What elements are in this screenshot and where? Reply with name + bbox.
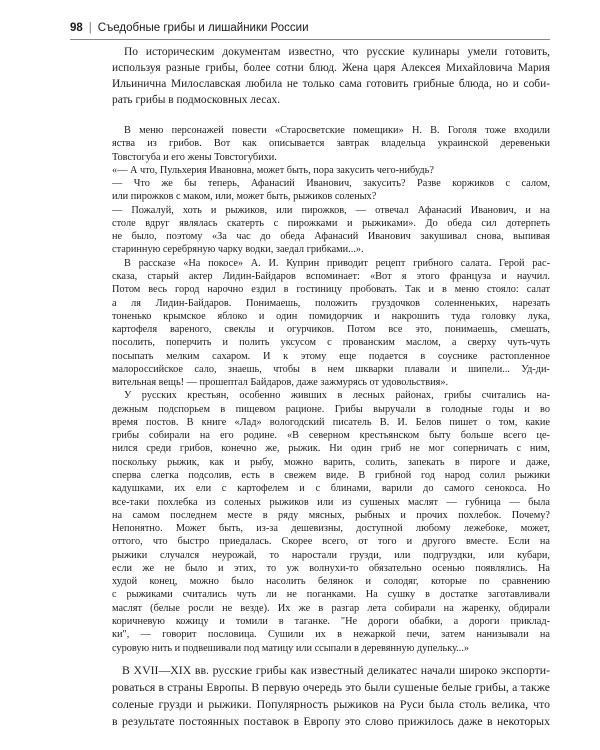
bottom-paragraph-line: в результате постоянных поставок в Европу это слово прижилось даже в некоторых	[112, 714, 550, 728]
quote-line: оттого, что быстро приедалась. Скорее всего, от того и другого вместе. Если на	[112, 536, 550, 548]
quote-line: худой конец, можно было насолить белянок и солодяг, которые по сравнению	[112, 576, 550, 588]
quote-line: вительная вещь! — прошептал Байдаров, даже зажмурясь от удовольствия».	[112, 377, 449, 389]
quote-line: коричневую кожицу и томили в таганке. "Не дороги обабки, а дороги приклад-	[112, 615, 550, 627]
quote-line: маслят (белые росли не везде). Их же в разгар лета собирали на жаренку, обдирали	[112, 602, 550, 614]
quote-line: посолить, поперчить и полить уксусом с прованским маслом, а сверху чуть-чуть	[112, 337, 550, 349]
quote-line: нился среди грибов, конечно же, рыжик. Ни один гриб не мог соперничать с ним,	[112, 443, 550, 455]
quote-line: сперва слегка подсолив, есть в свежем виде. В грибной год народ солил рыжики	[112, 470, 550, 482]
quote-line: сказа, старый актер Лидин-Байдаров вспоминает: «Вот я этого француза и научил.	[112, 270, 550, 282]
quote-line: Потом весь город нарочно ездил в гостиницу пробовать. Так и в меню стояло: салат	[112, 284, 550, 296]
quote-line: — Что же бы теперь, Афанасий Иванович, закусить? Разве коржиков с салом,	[112, 178, 550, 190]
quote-line: «— А что, Пульхерия Ивановна, может быть, пора закусить чего-нибудь?	[112, 164, 434, 176]
quote-line: ки", — говорит пословица. Сушили их в нежаркой печи, затем нанизывали на	[112, 629, 550, 641]
bottom-paragraph-line: соленые грузди и рыжики. Популярность рыжиков на Руси была столь велика, что	[112, 697, 550, 711]
quote-line: Товстогуба и его жены Товстогубихи.	[112, 151, 277, 163]
quote-line: а ля Лидин-Байдаров. Понимаешь, положить груздочков соленненьких, нарезать	[112, 297, 550, 309]
quote-line: яства из грибов. Вот как описывается завтрак владельца украинской деревеньки	[112, 138, 550, 150]
page-number: 98	[70, 22, 83, 34]
quote-line: — Пожалуй, хоть и рыжиков, или пирожков, — отвечал Афанасий Иванович, и на	[112, 204, 550, 216]
intro-paragraph-line: Ильинична Милославская любила не только сама готовить грибные блюда, но и соби-	[112, 78, 550, 90]
quote-line: малороссийское сало, знаешь, чтобы в нем шкварки плавали и шипели... Уд-ди-	[112, 363, 550, 375]
intro-paragraph-line: используя разные грибы, более сотни блюд. Жена царя Алексея Михайловича Мария	[112, 62, 550, 74]
quote-line: или пирожков с маком, или, может быть, рыжиков соленых?	[112, 191, 377, 203]
quote-line: с рыжиками считались чуть ли не поганками. На сушку в достатке заготавливали	[112, 589, 550, 601]
intro-paragraph-line: По историческим документам известно, что русские кулинары умели готовить,	[124, 46, 550, 58]
quote-line: старинную серебряную чарку водки, заедал грибками...».	[112, 244, 364, 256]
quote-line: все-таки похлебка из соленых рыжиков или из сушеных маслят — губница — была	[112, 496, 550, 508]
quote-line: грибы собирали на его родине. «В северном крестьянском быту больше всего це-	[112, 430, 550, 442]
bottom-paragraph-line: В XVII—XIX вв. русские грибы как известный деликатес начали широко экспорти-	[122, 663, 550, 677]
quote-line: У русских крестьян, особенно живших в лесных районах, грибы считались на-	[124, 390, 550, 402]
quote-line: если же не было и этих, то уж волнухи-то обязательно осенью появлялись. На	[112, 562, 550, 574]
intro-paragraph-line: рать грибы в подмосковных лесах.	[112, 94, 281, 106]
quote-line: столе вдруг являлась скатерть с пирожками и рыжиками». До обеда сил дотерпеть	[112, 217, 550, 229]
quote-line: не было, поэтому «За час до обеда Афанасий Иванович закушивал снова, выпивая	[112, 231, 550, 243]
quote-line: кадушками, их ели с картофелем и с блинами, варили до самого сенокоса. Но	[112, 483, 550, 495]
running-title: Съедобные грибы и лишайники России	[97, 22, 309, 34]
quote-line: В меню персонажей повести «Старосветские помещики» Н. В. Гоголя тоже входили	[124, 125, 550, 136]
quote-line: В рассказе «На покосе» А. И. Куприн приводит рецепт грибного салата. Герой рас-	[124, 257, 550, 269]
quote-line: на самом последнем месте в ряду мясных, рыбных и прочих похлебок. Почему?	[112, 509, 550, 521]
running-header	[70, 17, 550, 40]
quote-line: суровую нить и подвешивали под матицу или ссыпали в деревянную дупельку...»	[112, 642, 470, 654]
quote-line: поскольку рыжик, как и рыбу, можно варить, солить, запекать в пироге и даже,	[112, 456, 550, 468]
quote-line: дежным подспорьем в пищевом рационе. Грибы выручали в голодные годы и во	[112, 403, 550, 415]
header-separator: |	[88, 22, 92, 34]
quote-line: посыпать мелким сахаром. И к этому еще подается в соуснике растопленное	[112, 350, 550, 362]
quote-line: картофеля вареного, свеклы и огурчиков. Потом все это, понимаешь, смешать,	[112, 324, 550, 336]
bottom-paragraph-line: роваться в страны Европы. В первую очередь это были сушеные белые грибы, а также	[112, 680, 550, 694]
quote-line: Непонятно. Может быть, из-за дешевизны, доступной любому лежебоке, может,	[112, 523, 550, 535]
quote-line: рыжики случался неурожай, то наростали грузди, или подгруздки, или кубари,	[112, 549, 550, 561]
quote-line: тоненько крымское яблоко и один помидорчик и накрошить туда головку лука,	[112, 310, 550, 322]
quote-line: время постов. В книге «Лад» вологодский писатель В. И. Белов пишет о том, какие	[112, 416, 550, 428]
